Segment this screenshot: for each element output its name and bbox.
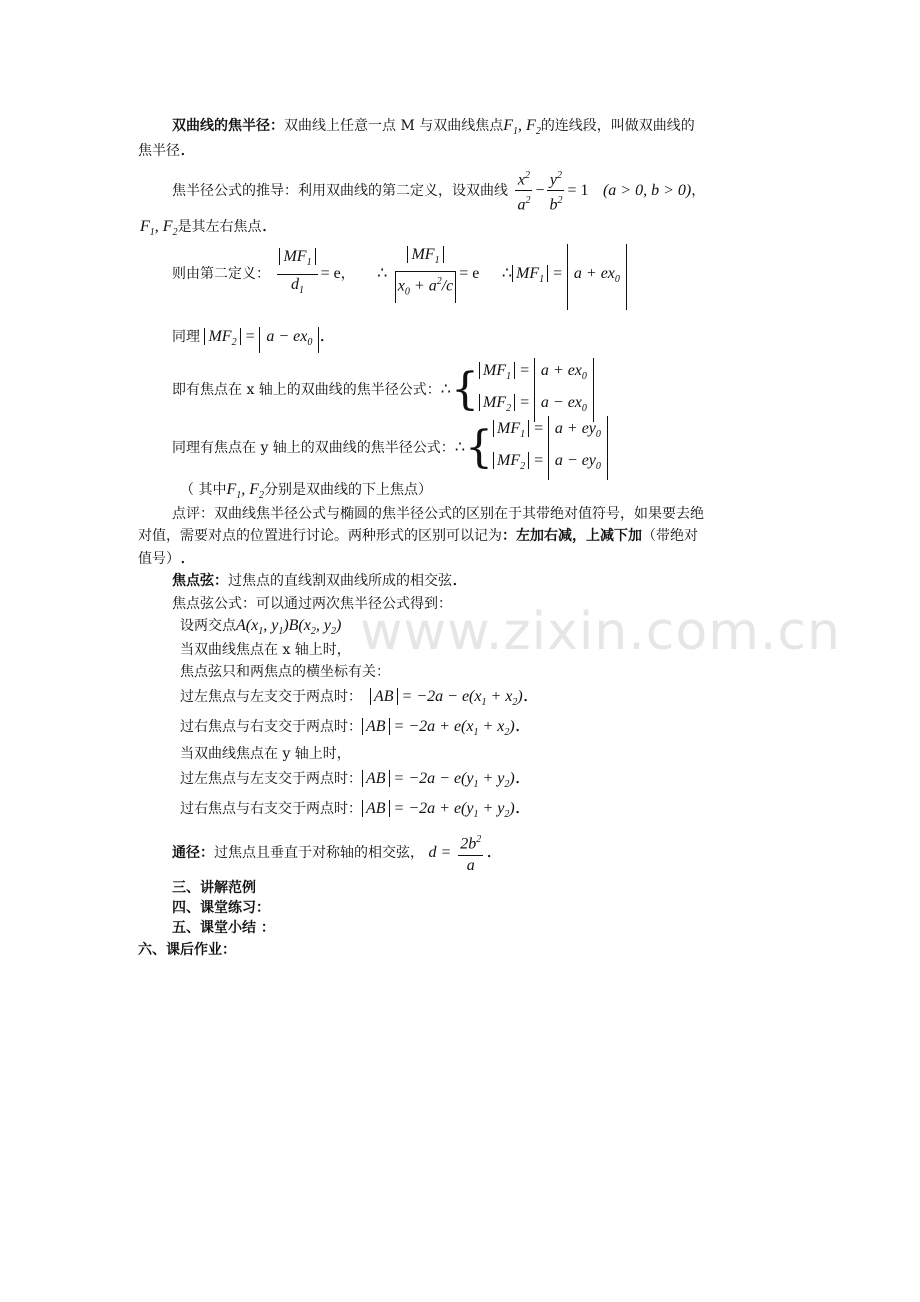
note-a: （ 其中 xyxy=(180,482,227,498)
formula-mf1-result: $MF_1 = a + ex_0$ xyxy=(512,265,627,282)
section-6: 六、课后作业： xyxy=(138,942,236,958)
formula-f1-f2: $F_1$, $F_2$ xyxy=(503,117,541,138)
intro-text-1: 双曲线上任意一点 M 与双曲线焦点 xyxy=(284,118,504,134)
derivation-line-2: $F_1$, $F_2$是其左右焦点. xyxy=(140,215,268,239)
note-b: 分别是双曲线的下上焦点） xyxy=(264,482,433,498)
note-line xyxy=(180,480,432,506)
formula-ab-left-x: AB = $-2a - e(x_1 + x_2)$ xyxy=(370,688,523,705)
second-def-line: 则由第二定义： $\frac{MF_1}{d_1}$ = e， ∴ $\frac{MF_1}{x_0 + a^2/c}$ = e ∴ $MF_1 = a + ex_0$ xyxy=(172,244,627,310)
formula-ab-right-y: AB = $-2a + e(y_1 + y_2)$ xyxy=(362,800,515,817)
chord-case-y: 当双曲线焦点在 y 轴上时， xyxy=(180,746,351,762)
intro-text-2: 的连线段，叫做双曲线的 xyxy=(540,118,695,134)
chord-case-x: 当双曲线焦点在 x 轴上时， xyxy=(180,642,351,658)
formula-f1-f2-c: $F_1$, $F_2$ xyxy=(226,481,265,502)
term-focal-chord: 焦点弦： xyxy=(172,573,228,589)
formula-system-y: $MF_1 = a + ey_0$ $MF_2 = a - ey_0$ xyxy=(493,416,608,480)
chord-right-right-y: 过右焦点与右支交于两点时： AB = $-2a + e(y_1 + y_2)$. xyxy=(180,797,521,821)
formula-mf1-x0: $\frac{MF_1}{x_0 + a^2/c}$ xyxy=(395,245,456,303)
formula-condition: (a > 0, b > 0) xyxy=(602,181,692,199)
intro-text-3: 焦半径 xyxy=(138,143,180,159)
chord-left-left-x: 过左焦点与左支交于两点时： AB = $-2a - e(x_1 + x_2)$. xyxy=(180,685,529,709)
formula-2b2-a: $\frac{2b^2}{a}$ xyxy=(458,830,483,875)
intro-line-1 xyxy=(172,116,695,142)
formula-f1-f2-b: $F_1$, $F_2$ xyxy=(140,218,178,239)
comment-line-1: 点评：双曲线焦半径公式与椭圆的焦半径公式的区别在于其带绝对值符号，如果要去绝 xyxy=(172,506,704,522)
right-right-label-y: 过右焦点与右支交于两点时： xyxy=(180,801,362,817)
comment-line-3: 值号）. xyxy=(138,547,186,568)
chord-left-left-y: 过左焦点与左支交于两点时： AB = $-2a - e(y_1 + y_2)$. xyxy=(180,767,521,791)
formula-y2-b2: $\frac{y^2}{b^2}$ xyxy=(547,166,564,216)
derivation-text-1: 焦半径公式的推导：利用双曲线的第二定义，设双曲线 xyxy=(172,182,508,199)
term-latus-rectum: 通径： xyxy=(172,845,214,861)
second-def-label: 则由第二定义： xyxy=(172,266,270,282)
formula-mf1-d1: $\frac{MF_1}{d_1}$ xyxy=(277,247,317,300)
formula-system-x: $MF_1 = a + ex_0$ $MF_2 = a - ex_0$ xyxy=(479,358,594,422)
term-focal-radius: 双曲线的焦半径： xyxy=(172,118,284,134)
formula-ab-left-y: AB = $-2a - e(y_1 + y_2)$ xyxy=(362,770,515,787)
formula-d: d = xyxy=(428,844,456,861)
formula-x2-a2: $\frac{x^2}{a^2}$ xyxy=(515,166,532,216)
latus-line: 通径：过焦点且垂直于对称轴的相交弦， d = $\frac{2b^2}{a}$ . xyxy=(172,828,492,877)
comment-line3: 值号） xyxy=(138,551,180,567)
left-left-label-y: 过左焦点与左支交于两点时： xyxy=(180,771,362,787)
y-axis-line: 同理有焦点在 y 轴上的双曲线的焦半径公式：∴{ $MF_1 = a + ey_0$ $MF_2 = a - ey_0$ xyxy=(172,416,608,480)
formula-ab-right-x: AB = $-2a + e(x_1 + x_2)$ xyxy=(362,718,515,735)
similar-label: 同理 xyxy=(172,329,200,345)
latus-def: 过焦点且垂直于对称轴的相交弦， xyxy=(214,845,424,861)
comment-line-2 xyxy=(138,526,698,546)
formula-points: $A(x_1$, $y_1)B(x_2$, $y_2$) xyxy=(236,617,342,638)
chord-def: 过焦点的直线割双曲线所成的相交弦 xyxy=(228,573,452,589)
chord-points-label: 设两交点 xyxy=(180,618,236,634)
chord-right-right-x: 过右焦点与右支交于两点时： AB = $-2a + e(x_1 + x_2)$. xyxy=(180,715,521,739)
comment-mnemonic: ：左加右减，上减下加 xyxy=(502,528,642,544)
intro-line-2: 焦半径. xyxy=(138,139,186,160)
right-right-label-x: 过右焦点与右支交于两点时： xyxy=(180,719,362,735)
section-5: 五、课堂小结 ： xyxy=(172,920,275,936)
section-4: 四、课堂练习： xyxy=(172,900,270,916)
chord-points-line xyxy=(180,616,341,642)
comment-line2-a: 对值，需要对点的位置进行讨论。两种形式的区别可以记为 xyxy=(138,528,502,544)
y-axis-label: 同理有焦点在 y 轴上的双曲线的焦半径公式： xyxy=(172,440,455,457)
chord-depends: 焦点弦只和两焦点的横坐标有关： xyxy=(180,664,390,680)
similar-line: 同理 $MF_2 = a - ex_0$ . xyxy=(172,326,325,353)
watermark: www.zixin.com.cn xyxy=(360,602,841,662)
x-axis-line: 即有焦点在 x 轴上的双曲线的焦半径公式：∴{ $MF_1 = a + ex_0$ $MF_2 = a - ex_0$ xyxy=(172,358,594,422)
x-axis-label: 即有焦点在 x 轴上的双曲线的焦半径公式： xyxy=(172,382,441,399)
derivation-line: 焦半径公式的推导：利用双曲线的第二定义，设双曲线 $\frac{x^2}{a^2}$ − $\frac{y^2}{b^2}$ = 1 (a > 0, b > 0)， xyxy=(172,166,705,216)
section-3: 三、讲解范例 xyxy=(172,880,256,896)
comment-line2-c: （带绝对 xyxy=(642,528,698,544)
chord-def-line: 焦点弦：过焦点的直线割双曲线所成的相交弦. xyxy=(172,569,458,590)
chord-formula-intro: 焦点弦公式：可以通过两次焦半径公式得到： xyxy=(172,596,452,612)
derivation-text-2: 是其左右焦点 xyxy=(177,219,262,235)
formula-mf2-result: $MF_2 = a - ex_0$ xyxy=(204,328,319,345)
left-left-label-x: 过左焦点与左支交于两点时： xyxy=(180,689,362,705)
